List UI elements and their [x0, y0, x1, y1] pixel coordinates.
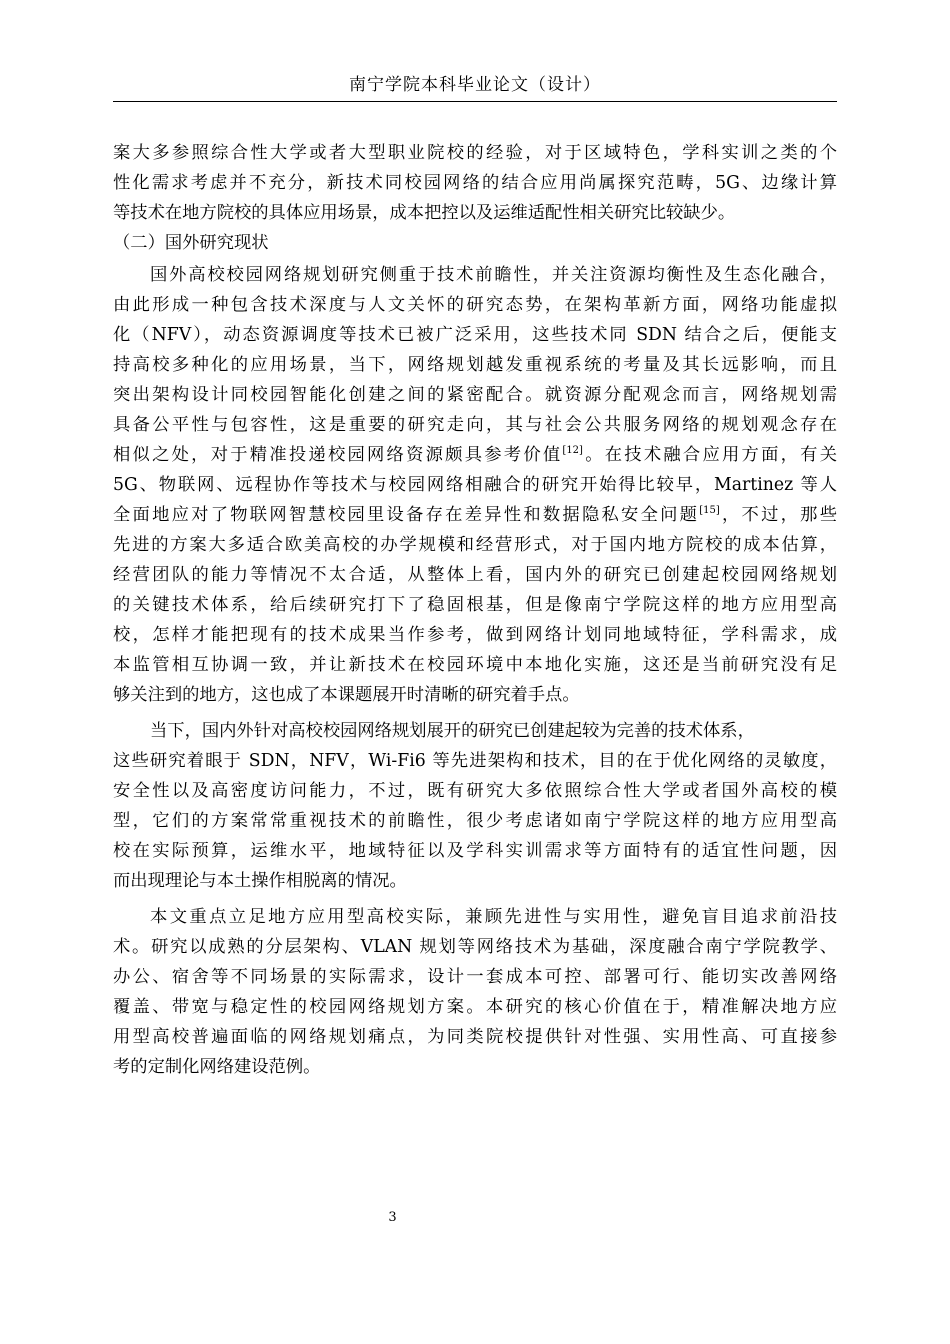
text-line: 安全性以及高密度访问能力，不过，既有研究大多依照综合性大学或者国外高校的模	[113, 781, 837, 801]
text-line: 当下，国内外针对高校校园网络规划展开的研究已创建起较为完善的技术体系，	[150, 721, 755, 741]
text-line: 性化需求考虑并不充分，新技术同校园网络的结合应用尚属探究范畴，5G、边缘计算	[113, 173, 837, 193]
text-line: 够关注到的地方，这也成了本课题展开时清晰的研究着手点。	[113, 685, 580, 705]
body-text	[113, 138, 837, 1082]
text-line: 5G、物联网、远程协作等技术与校园网络相融合的研究开始得比较早，Martinez 等人	[113, 475, 837, 495]
page-header-title: 南宁学院本科毕业论文（设计）	[349, 75, 601, 95]
text-line: 校在实际预算，运维水平，地域特征以及学科实训需求等方面特有的适宜性问题，因	[113, 841, 837, 861]
text-line: 具备公平性与包容性，这是重要的研究走向，其与社会公共服务网络的规划观念存在	[113, 415, 837, 435]
text-line: 本监管相互协调一致，并让新技术在校园环境中本地化实施，这还是当前研究没有足	[113, 655, 837, 675]
text-line: 术。研究以成熟的分层架构、VLAN 规划等网络技术为基础，深度融合南宁学院教学、	[113, 937, 837, 957]
text-line: 考的定制化网络建设范例。	[113, 1057, 321, 1077]
text-segment: 。在技术融合应用方面，有关	[582, 445, 837, 465]
text-line: 化（NFV），动态资源调度等技术已被广泛采用，这些技术同 SDN 结合之后，便能支	[113, 325, 837, 345]
section-heading: （二）国外研究现状	[113, 233, 269, 253]
text-segment: 相似之处，对于精准投递校园网络资源颇具参考价值	[113, 445, 563, 465]
text-line: 这些研究着眼于 SDN，NFV，Wi-Fi6 等先进架构和技术，目的在于优化网络的灵敏度，	[113, 751, 837, 771]
text-line: 校，怎样才能把现有的技术成果当作参考，做到网络计划同地域特征，学科需求，成	[113, 625, 837, 645]
header-divider	[113, 101, 837, 102]
text-line: 国外高校校园网络规划研究侧重于技术前瞻性，并关注资源均衡性及生态化融合，	[150, 265, 837, 285]
text-line: 而出现理论与本土操作相脱离的情况。	[113, 871, 407, 891]
text-line	[113, 440, 837, 470]
text-line: 用型高校普遍面临的网络规划痛点，为同类院校提供针对性强、实用性高、可直接参	[113, 1027, 837, 1047]
text-line: 突出架构设计同校园智能化创建之间的紧密配合。就资源分配观念而言，网络规划需	[113, 385, 837, 405]
text-line: 等技术在地方院校的具体应用场景，成本把控以及运维适配性相关研究比较缺少。	[113, 203, 736, 223]
text-line: 持高校多种化的应用场景，当下，网络规划越发重视系统的考量及其长远影响，而且	[113, 355, 837, 375]
text-segment: ，不过，那些	[719, 505, 837, 525]
text-line: 型，它们的方案常常重视技术的前瞻性，很少考虑诸如南宁学院这样的地方应用型高	[113, 811, 837, 831]
text-segment: 全面地应对了物联网智慧校园里设备存在差异性和数据隐私安全问题	[113, 505, 700, 525]
text-line: 的关键技术体系，给后续研究打下了稳固根基，但是像南宁学院这样的地方应用型高	[113, 595, 837, 615]
page-number: 3	[388, 1210, 397, 1225]
citation-15: [15]	[699, 505, 720, 516]
text-line: 本文重点立足地方应用型高校实际，兼顾先进性与实用性，避免盲目追求前沿技	[150, 907, 837, 927]
text-line: 先进的方案大多适合欧美高校的办学规模和经营形式，对于国内地方院校的成本估算，	[113, 535, 837, 555]
text-line: 办公、宿舍等不同场景的实际需求，设计一套成本可控、部署可行、能切实改善网络	[113, 967, 837, 987]
text-line	[113, 500, 837, 530]
text-line: 案大多参照综合性大学或者大型职业院校的经验，对于区域特色，学科实训之类的个	[113, 143, 837, 163]
text-line: 经营团队的能力等情况不太合适，从整体上看，国内外的研究已创建起校园网络规划	[113, 565, 837, 585]
citation-12: [12]	[562, 445, 583, 456]
text-line: 覆盖、带宽与稳定性的校园网络规划方案。本研究的核心价值在于，精准解决地方应	[113, 997, 837, 1017]
text-line: 由此形成一种包含技术深度与人文关怀的研究态势，在架构革新方面，网络功能虚拟	[113, 295, 837, 315]
